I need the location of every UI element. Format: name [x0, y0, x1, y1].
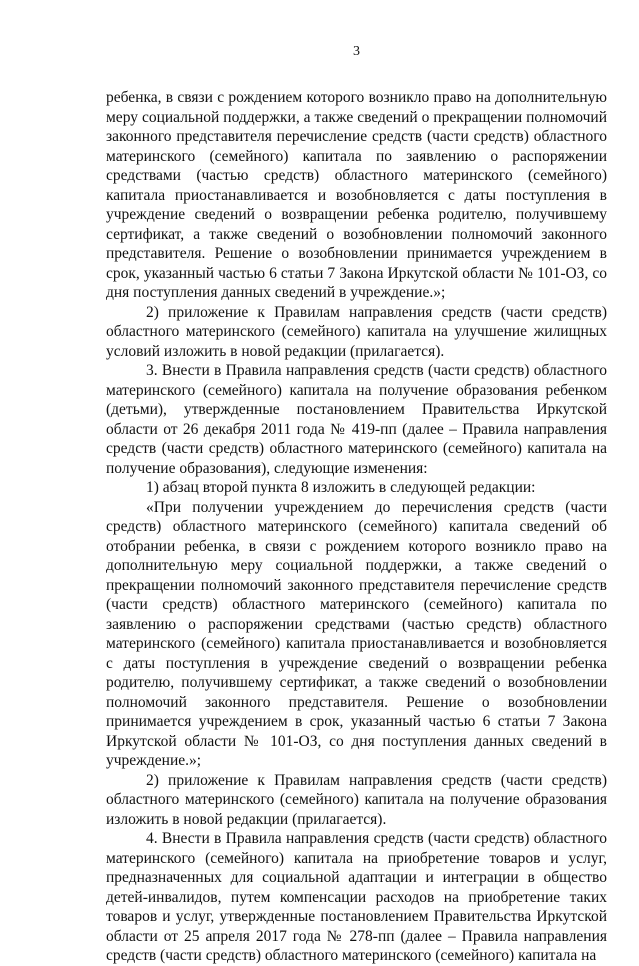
paragraph-section-4: 4. Внести в Правила направления средств (части средств) областного материнского (семейного) капитала на приобретение товаров и услуг, предназначенных для социальной адаптации и интеграции в общество детей-инвалидов, путем компенсации расходов на приобретение таких товаров и услуг, утвержденные постановлением Правительства Иркутской области от 25 апреля 2017 года № 278-пп (далее – Правила направления средств (части средств) областного материнского (семейного) капитала на — [106, 830, 607, 964]
page-number: 3 — [353, 44, 360, 59]
paragraph-item-1: 1) абзац второй пункта 8 изложить в следующей редакции: — [146, 479, 536, 496]
paragraph-section-3: 3. Внести в Правила направления средств (части средств) областного материнского (семейного) капитала на получение образования ребенком (детьми), утвержденные постановлением Правительства Иркутской области от 26 декабря 2011 года № 419-пп (далее – Правила направления средств (части средств) областного материнского (семейного) капитала на получение образования), следующие изменения: — [106, 362, 607, 477]
paragraph-item-2-housing: 2) приложение к Правилам направления средств (части средств) областного материнского (семейного) капитала на улучшение жилищных условий изложить в новой редакции (прилагается). — [106, 303, 607, 360]
paragraph-item-2-education: 2) приложение к Правилам направления средств (части средств) областного материнского (семейного) капитала на получение образования изложить в новой редакции (прилагается). — [106, 771, 607, 828]
paragraph-continuation: ребенка, в связи с рождением которого возникло право на дополнительную меру социальной поддержки, а также сведений о прекращении полномочий законного представителя перечисление средств (части средств) областного материнского (семейного) капитала по заявлению о распоряжении средствами (частью средств) областного материнского (семейного) капитала приостанавливается и возобновляется с даты поступления в учреждение сведений о возвращении ребенка родителю, получившему сертификат, а также сведений о возобновлении полномочий законного представителя. Решение о возобновлении принимается учреждением в срок, указанный частью 6 статьи 7 Закона Иркутской области № 101-ОЗ, со дня поступления данных сведений в учреждение.»; — [106, 89, 607, 301]
document-body — [106, 88, 607, 966]
paragraph-quote: «При получении учреждением до перечисления средств (части средств) областного материнского (семейного) капитала сведений об отобрании ребенка, в связи с рождением которого возникло право на дополнительную меру социальной поддержки, а также сведений о прекращении полномочий законного представителя перечисление средств (части средств) областного материнского (семейного) капитала по заявлению о распоряжении средствами (частью средств) областного материнского (семейного) капитала приостанавливается и возобновляется с даты поступления в учреждение сведений о возвращении ребенка родителю, получившему сертификат, а также сведений о возобновлении полномочий законного представителя. Решение о возобновлении принимается учреждением в срок, указанный частью 6 статьи 7 Закона Иркутской области № 101-ОЗ, со дня поступления данных сведений в учреждение.»; — [106, 498, 607, 769]
